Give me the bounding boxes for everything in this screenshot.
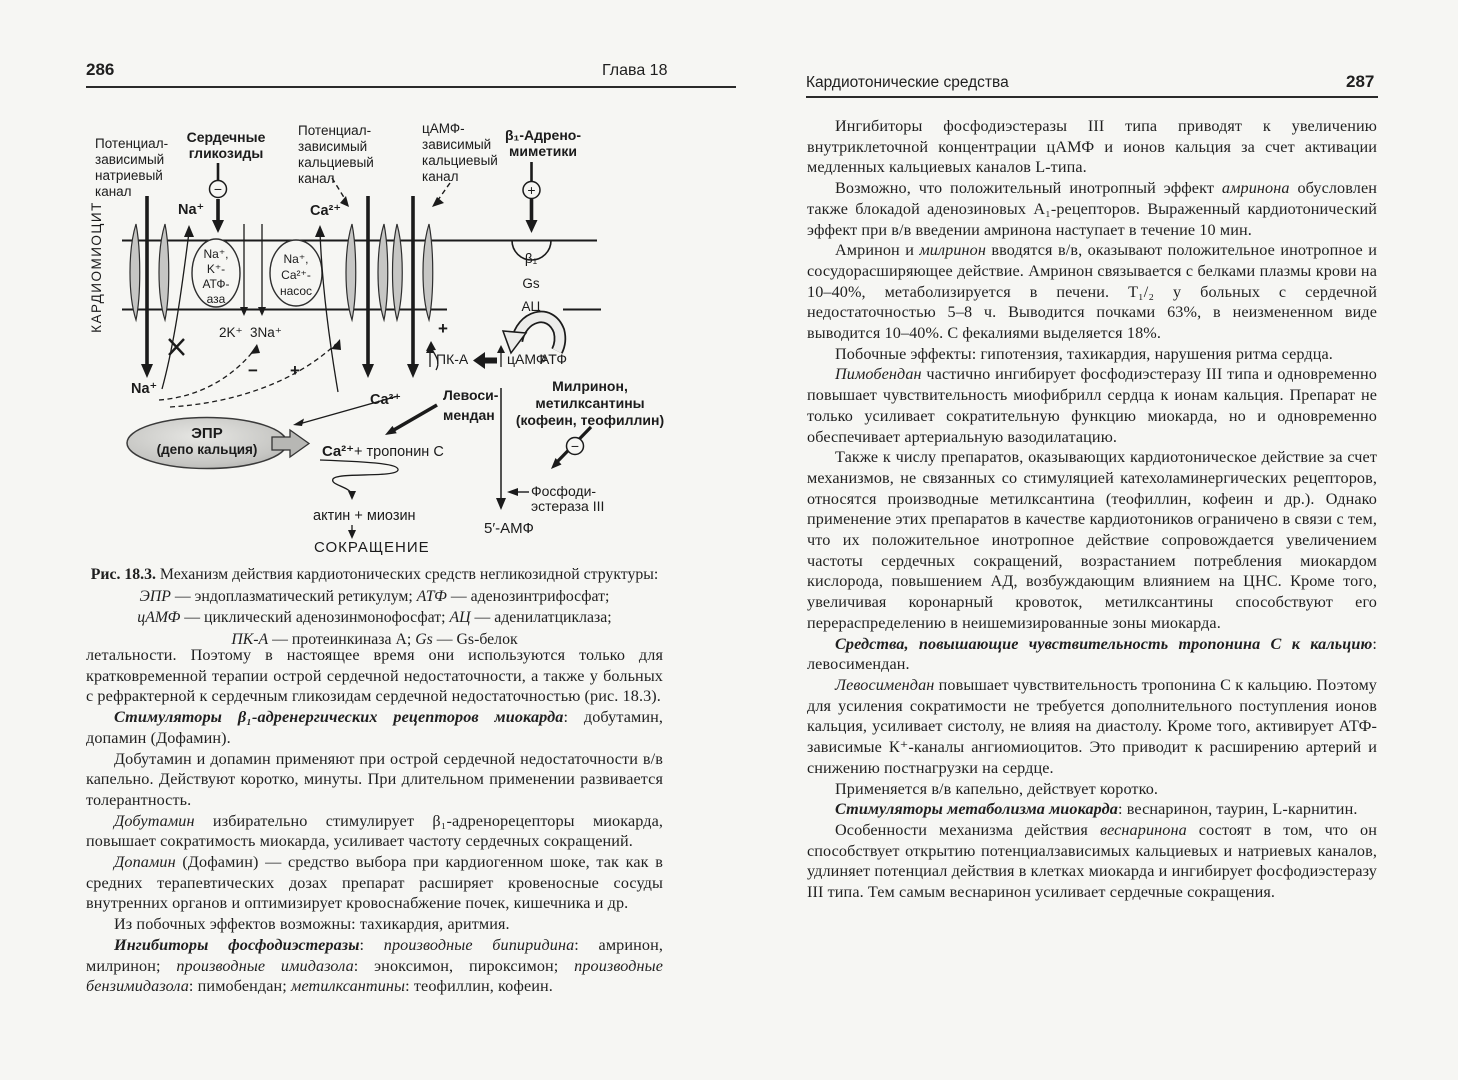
levosimendan-label [385, 387, 499, 435]
text-run: Левосимендан [835, 675, 935, 694]
label-line: канал [95, 184, 132, 199]
na-ion-top: Na⁺ [178, 202, 205, 218]
k-out-label: 2K⁺ [219, 325, 243, 340]
text-run: повышает чувствительность тропонина С к кальцию. Поэтому для усиления сократимости не требуется дополнительного поступления ионов кальция, усиливает систолу, не влияя на диастолу. Кроме того, активирует АТФ-зависимые К⁺-каналы ангиомиоцитов. Это приводит к расширению артерий и снижению постнагрузки на сердце. [807, 675, 1377, 777]
paragraph [86, 707, 663, 748]
text-run: Также к числу препаратов, оказывающих кардиотоническое действие за счет механизмов, не связанных со стимуляцией катехоламинергических рецепторов, относятся производные метилксантина (теофиллин, кофеин и др.). Однако применение этих препаратов в качестве кардиотоников ограничено в связи с тем, что их положительное инотропное действие сопровождается увеличением частоты сердечных сокращений, возрастанием потребления миокардом кислорода, повышением АД, возбуждающим влиянием на ЦНС. Кроме того, увеличивая коронарный кровоток, метилксантины способствуют его перераспределению в неишемизированные зоны миокарда. [807, 448, 1377, 632]
text-run: — циклический аденозинмонофосфат; [180, 609, 450, 627]
label-line: Милринон, [552, 378, 628, 394]
text-run: ПК-А [231, 630, 269, 648]
text-run: Особенности механизма действия [835, 820, 1100, 839]
text-run: Амринон и [835, 241, 920, 260]
plus-glyph: + [527, 182, 536, 198]
text-run: производные имидазола [176, 956, 354, 975]
text-run: Стимуляторы метаболизма миокарда [835, 800, 1118, 819]
text-run: веснаринона [1099, 820, 1187, 839]
label-line: мендан [443, 407, 495, 423]
paragraph [807, 240, 1377, 344]
text-run: Из побочных эффектов возможны: тахикардия, аритмия. [114, 915, 510, 934]
atp-label: АТФ [540, 351, 567, 367]
label-line: кальциевый [422, 153, 498, 168]
er-calcium-depot [127, 418, 309, 469]
plus-modulation: + [290, 361, 300, 380]
left-running-header: Глава 18 [602, 62, 668, 79]
paragraph [86, 935, 663, 997]
milrinone-label [516, 378, 664, 428]
ca-ion-mid: Ca²⁺ [370, 392, 402, 408]
text-run: — аденозинтрифосфат; [446, 587, 610, 605]
label-line: зависимый [95, 152, 165, 167]
paragraph [807, 344, 1377, 365]
paragraph [807, 634, 1377, 675]
text-run: Ингибиторы фосфодиэстеразы III типа приводят к увеличению внутриклеточной концентрации цАМФ и ионов кальция за счет активации медленных кальциевых каналов L-типа. [807, 117, 1377, 177]
text-run: метилксантины [291, 977, 406, 996]
text-run: Допамин [114, 853, 176, 872]
caption-line [86, 586, 663, 608]
text-run: состоят в том, что он способствует открытию потенциалзависимых кальциевых и натриевых каналов, удлиняет потенциал действия в клетках миокарда и ингибирует фосфодиэстеразу III типа. Тем самым веснаринон усиливает сердечные сокращения. [807, 820, 1377, 902]
na-ca-exchanger [270, 240, 322, 306]
troponin-rest: + тропонин С [354, 444, 444, 460]
right-page-number: 287 [1346, 72, 1375, 91]
paragraph [807, 820, 1377, 903]
text-run: : эноксимон, пироксимон; [353, 956, 575, 975]
text-run: амринона [1221, 179, 1290, 198]
pump1-line: K⁺- [206, 262, 226, 276]
pka-camp-row [426, 319, 567, 370]
label-line: β₁-Адрено- [504, 127, 582, 143]
paragraph [807, 799, 1377, 820]
label-line: метилксантины [535, 395, 645, 411]
left-page-text [86, 645, 663, 997]
beta1-receptor [512, 241, 551, 315]
text-run: милринон [919, 241, 986, 260]
paragraph [807, 675, 1377, 779]
camp-label: цАМФ [507, 351, 547, 367]
label-line: Фосфоди- [531, 483, 597, 499]
label-line: зависимый [298, 139, 368, 154]
text-run: ЭПР [139, 587, 171, 605]
text-run: Возможно, что положительный инотропный эффект [835, 179, 1222, 198]
pump2-line: Na⁺, [283, 252, 309, 266]
paragraph [807, 447, 1377, 633]
label-line: Сердечные [186, 129, 266, 145]
right-page-text [807, 116, 1377, 903]
text-run: Добутамин и допамин применяют при острой сердечной недостаточности в/в капельно. Действуют коротко, минуты. При длительном применении развивается толерантность. [86, 749, 663, 809]
text-run: избирательно стимулирует β₁-адренорецепторы миокарда, повышает сократимость миокарда, усиливает частоту сердечных сокращений. [86, 811, 663, 851]
left-page-number: 286 [86, 60, 115, 79]
text-run: Побочные эффекты: гипотензия, тахикардия, нарушения ритма сердца. [835, 344, 1333, 363]
paragraph [86, 811, 663, 852]
pump2-line: насос [279, 284, 313, 298]
figure-caption [86, 564, 663, 650]
text-run: летальности. Поэтому в настоящее время они используются только для кратковременной терапии острой сердечной недостаточности, а также у больных с рефрактерной к сердечным гликозидам сердечной недостаточностью (рис. 18.3). [86, 646, 663, 706]
actin-myosin-label: актин + миозин [313, 508, 416, 524]
label-line: канал [422, 169, 459, 184]
label-line: (кофеин, теофиллин) [515, 412, 665, 428]
text-run: : [359, 935, 384, 954]
text-run: (Дофамин) — средство выбора при кардиогенном шоке, так как в средних терапевтических дозах препарат расширяет кровеносные сосуды внутренних органов и оптимизирует кровоснабжение почек, кишечника и др. [86, 853, 663, 913]
label-line: эстераза III [531, 498, 605, 514]
pump1-line: АТФ- [202, 277, 230, 291]
text-run: АЦ [449, 609, 471, 627]
paragraph [86, 914, 663, 935]
label-line: кальциевый [298, 155, 374, 170]
text-run: Механизм действия кардиотонических средств негликозидной структуры: [155, 566, 659, 583]
paragraph [807, 178, 1377, 240]
label-line: канал [298, 171, 335, 186]
text-run: : теофиллин, кофеин. [405, 977, 553, 996]
text-run: производные бензимидазола [86, 956, 663, 996]
atp-to-camp-arrow [503, 317, 560, 353]
text-run: частично ингибирует фосфодиэстеразу III типа и одновременно повышает чувствительность миофибрилл сердца к ионам кальция. Препарат не только усиливает сократительную функцию миокарда, но и одновременно обеспечивает артериальную вазодилатацию. [807, 365, 1377, 446]
paragraph [807, 364, 1377, 447]
camp-channel-label [422, 121, 498, 207]
text-run: : левосимендан. [807, 634, 1377, 674]
text-run: Gs [415, 630, 433, 648]
paragraph [807, 779, 1377, 800]
caption-line [86, 564, 663, 586]
right-running-header: Кардиотонические средства [806, 74, 1009, 91]
text-run: цАМФ [137, 609, 181, 627]
paragraph [86, 852, 663, 914]
text-run: — эндоплазматический ретикулум; [170, 587, 417, 605]
label-line: гликозиды [188, 145, 264, 161]
text-run: — Gs-белок [432, 630, 518, 648]
thick-left-arrow-icon [473, 352, 497, 369]
text-run: : добутамин, допамин (Дофамин). [86, 708, 663, 747]
beta-adrenomimetics-label [505, 127, 581, 233]
ca-channel-label [298, 123, 374, 207]
text-run: : амринон, милринон; [86, 935, 663, 975]
text-run: АТФ [416, 587, 447, 605]
label-line: цАМФ- [422, 121, 465, 136]
text-run: вводятся в/в, оказывают положительное инотропное и сосудорасширяющее действие. Амринон связывается с белками плазмы крови на 10–40%, метаболизируется в печени. Т₁/₂ у больных с сердечной недостаточностью 5–8 ч. Выводится почками 63%, в неизмененном виде выводится 10–40%. С фекалиями выделяется 18%. [807, 241, 1377, 343]
cardiomyocyte-label: КАРДИОМИОЦИТ [89, 201, 104, 333]
pump1-line: аза [206, 292, 226, 306]
text-run: Рис. 18.3. [90, 566, 156, 583]
pka-label: ПК-А [436, 351, 469, 367]
pump2-line: Ca²⁺- [281, 268, 311, 282]
left-header-rule [86, 86, 736, 88]
text-run: : веснаринон, таурин, L-карнитин. [1118, 800, 1358, 819]
label-line: (депо кальция) [156, 442, 258, 457]
text-run: — протеинкиназа А; [268, 630, 416, 648]
pump1-line: Na⁺, [203, 247, 229, 261]
minus-modulation: − [248, 361, 258, 380]
text-run: Добутамин [114, 811, 195, 830]
label-line: миметики [509, 143, 577, 159]
plus-pka: + [438, 319, 448, 338]
contraction-label: СОКРАЩЕНИЕ [314, 539, 430, 556]
label-line: Потенциал- [95, 136, 169, 151]
label-line: Левоси- [443, 387, 499, 403]
text-run: : пимобендан; [188, 977, 292, 996]
na-ion-bottom: Na⁺ [131, 381, 158, 397]
text-run: Пимобендан [835, 365, 922, 384]
paragraph [86, 749, 663, 811]
text-run: Применяется в/в капельно, действует коротко. [835, 779, 1159, 798]
minus-glyph: − [570, 438, 580, 454]
text-run: производные бипиридина [383, 935, 575, 954]
na-channel-label [95, 136, 168, 199]
right-header-rule [806, 96, 1378, 98]
ca-ion-top: Ca²⁺ [310, 203, 342, 219]
text-run: обусловлен также блокадой аденозиновых А₁-рецепторов. Выраженный кардиотонический эффект при в/в введении амринона наступает в течение 10 мин. [807, 179, 1377, 239]
paragraph [807, 116, 1377, 178]
label-line: ЭПР [191, 425, 223, 442]
gs-protein-label: Gs [522, 276, 540, 291]
beta1-label: β₁ [524, 251, 538, 266]
adenylate-cyclase-label: АЦ [521, 299, 541, 314]
na-out-label: 3Na⁺ [250, 325, 282, 340]
amp-label: 5′-АМФ [484, 520, 534, 537]
na-k-atpase-pump [192, 239, 240, 307]
minus-glyph: − [213, 181, 223, 197]
text-run: Стимуляторы β₁-адренергических рецепторов миокарда [114, 708, 564, 727]
troponin-ca: Ca²⁺ [322, 443, 355, 460]
text-run: Ингибиторы фосфодиэстеразы [114, 935, 360, 954]
label-line: зависимый [422, 137, 492, 152]
label-line: Потенциал- [298, 123, 372, 138]
label-line: натриевый [95, 168, 163, 183]
ca-to-troponin-arrow [293, 396, 398, 426]
dashed-modulation-curves [159, 339, 341, 407]
text-run: Средства, повышающие чувствительность тропонина С к кальцию [835, 634, 1373, 653]
caption-line [86, 607, 663, 629]
paragraph [86, 645, 663, 707]
troponin-complex [313, 443, 444, 556]
text-run: — аденилатциклаза; [470, 609, 612, 627]
